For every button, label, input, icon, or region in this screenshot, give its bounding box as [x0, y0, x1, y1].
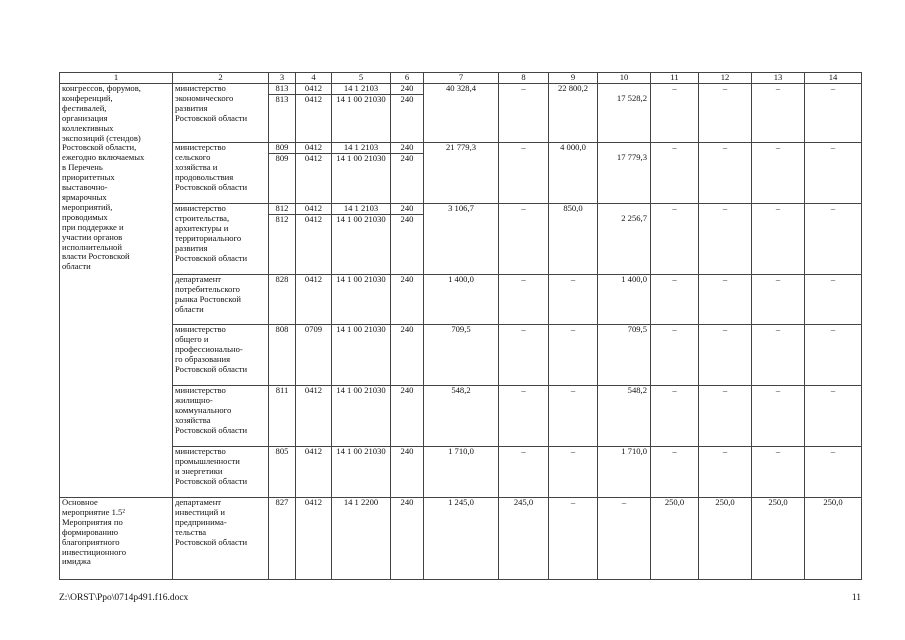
executor-line: инвестиций и — [175, 506, 225, 517]
vr-cell — [391, 204, 424, 275]
event-name-line: формированию — [62, 526, 119, 537]
year-value: – — [549, 325, 598, 386]
column-number: 10 — [598, 73, 651, 84]
rzpr-code: 0709 — [296, 325, 332, 386]
executor-line: Ростовской области — [175, 475, 248, 486]
column-number-row — [60, 73, 862, 84]
rzpr-code: 0412 — [296, 386, 332, 447]
rzpr-code: 0412 — [296, 153, 331, 164]
year-value: – — [699, 204, 752, 275]
vr-cell — [391, 143, 424, 204]
vr-code: 240 — [391, 386, 424, 447]
grbs-code: 827 — [269, 498, 296, 580]
year-value: 250,0 — [752, 498, 805, 580]
csr-cell — [332, 204, 391, 275]
executor-cell — [173, 204, 269, 275]
year-value: – — [651, 325, 699, 386]
year-value: – — [651, 84, 699, 143]
total-value: 40 328,4 — [424, 84, 499, 143]
csr-code: 14 1 00 21030 — [332, 153, 390, 164]
year-value: 250,0 — [699, 498, 752, 580]
executor-line: архитектуры и — [175, 222, 229, 233]
event-name-line: проводимых — [62, 211, 108, 222]
vr-code: 240 — [391, 275, 424, 325]
year-value: 245,0 — [499, 498, 549, 580]
year-value: – — [805, 447, 862, 498]
vr-code: 240 — [400, 142, 414, 152]
year-value: – — [699, 386, 752, 447]
grbs-code: 813 — [275, 83, 289, 93]
executor-cell — [173, 386, 269, 447]
year-value: – — [699, 447, 752, 498]
column-number: 11 — [651, 73, 699, 84]
year-value: 2 256,7 — [598, 204, 651, 275]
year-value: 250,0 — [805, 498, 862, 580]
year-value: – — [549, 447, 598, 498]
event-name-line: мероприятий, — [62, 201, 113, 212]
total-value: 3 106,7 — [424, 204, 499, 275]
table-row — [60, 498, 862, 580]
table-row — [60, 447, 862, 498]
column-number: 9 — [549, 73, 598, 84]
executor-line: промышленности — [175, 455, 240, 466]
column-number: 14 — [805, 73, 862, 84]
year-value: – — [499, 143, 549, 204]
grbs-cell — [269, 84, 296, 143]
year-value: – — [805, 386, 862, 447]
event-name-line: ежегодно включаемых — [62, 152, 145, 163]
rzpr-code: 0412 — [304, 203, 323, 213]
executor-line: департамент — [175, 274, 222, 284]
csr-cell — [332, 84, 391, 143]
event-name-line: мероприятие 1.5² — [62, 506, 125, 517]
executor-line: жилищно- — [175, 394, 213, 405]
executor-line: области — [175, 303, 204, 314]
event-name-line: участии органов — [62, 231, 123, 242]
csr-code: 14 1 2103 — [343, 83, 379, 93]
csr-code: 14 1 00 21030 — [332, 214, 390, 225]
column-number: 6 — [391, 73, 424, 84]
total-value: 548,2 — [424, 386, 499, 447]
executor-line: развития — [175, 102, 208, 113]
year-value: – — [499, 447, 549, 498]
executor-line: Ростовской области — [175, 536, 248, 547]
column-number: 4 — [296, 73, 332, 84]
page-number: 11 — [851, 593, 861, 603]
year-value: – — [651, 386, 699, 447]
executor-line: министерство — [175, 203, 226, 213]
event-name-line: Ростовской области, — [62, 142, 137, 153]
event-name-line: приоритетных — [62, 172, 115, 183]
year-value: – — [499, 275, 549, 325]
column-number: 5 — [332, 73, 391, 84]
column-number: 13 — [752, 73, 805, 84]
event-name-line: области — [62, 261, 91, 272]
grbs-code: 812 — [269, 214, 295, 225]
total-value: 21 779,3 — [424, 143, 499, 204]
event-name-line: организация — [62, 112, 108, 123]
vr-code: 240 — [391, 153, 423, 164]
event-name-line: экспозиций (стендов) — [62, 132, 141, 143]
year-value: 17 779,3 — [598, 143, 651, 204]
executor-line: общего и — [175, 333, 209, 344]
csr-code: 14 1 2200 — [332, 498, 391, 580]
csr-code: 14 1 00 21030 — [332, 325, 391, 386]
grbs-code: 828 — [269, 275, 296, 325]
executor-line: Ростовской области — [175, 424, 248, 435]
event-name-line: коллективных — [62, 122, 114, 133]
year-value: 548,2 — [598, 386, 651, 447]
executor-line: профессионально- — [175, 343, 243, 354]
csr-code: 14 1 00 21030 — [332, 386, 391, 447]
year-value: – — [651, 143, 699, 204]
year-value: 17 528,2 — [598, 84, 651, 143]
total-value: 1 710,0 — [424, 447, 499, 498]
vr-code: 240 — [391, 94, 423, 105]
executor-line: развития — [175, 242, 208, 253]
event-name-cell — [60, 84, 173, 498]
executor-line: территориального — [175, 232, 242, 243]
event-name-line: благоприятного — [62, 536, 120, 547]
grbs-code: 809 — [275, 142, 289, 152]
executor-cell — [173, 447, 269, 498]
column-number: 3 — [269, 73, 296, 84]
rzpr-code: 0412 — [296, 275, 332, 325]
year-value: – — [752, 143, 805, 204]
executor-line: сельского — [175, 151, 211, 162]
vr-code: 240 — [400, 83, 414, 93]
grbs-cell — [269, 143, 296, 204]
executor-cell — [173, 498, 269, 580]
column-number: 12 — [699, 73, 752, 84]
csr-code: 14 1 00 21030 — [332, 94, 390, 105]
budget-table — [59, 72, 862, 580]
year-value: – — [651, 204, 699, 275]
table-row — [60, 325, 862, 386]
column-number: 7 — [424, 73, 499, 84]
total-value: 1 245,0 — [424, 498, 499, 580]
year-value: 4 000,0 — [549, 143, 598, 204]
executor-line: Ростовской области — [175, 181, 248, 192]
grbs-cell — [269, 204, 296, 275]
vr-code: 240 — [391, 325, 424, 386]
year-value: – — [805, 204, 862, 275]
rzpr-code: 0412 — [296, 447, 332, 498]
year-value: – — [805, 84, 862, 143]
total-value: 1 400,0 — [424, 275, 499, 325]
vr-code: 240 — [400, 203, 414, 213]
year-value: – — [598, 498, 651, 580]
year-value: – — [499, 84, 549, 143]
rzpr-code: 0412 — [296, 214, 331, 225]
rzpr-code: 0412 — [304, 142, 323, 152]
csr-code: 14 1 2103 — [343, 142, 379, 152]
event-name-line: ярмарочных — [62, 191, 107, 202]
file-path: Z:\ORST\Ppo\0714p491.f16.docx — [59, 593, 189, 603]
executor-line: Ростовской области — [175, 252, 248, 263]
grbs-code: 809 — [269, 153, 295, 164]
event-name-line: исполнительной — [62, 241, 122, 252]
year-value: – — [499, 204, 549, 275]
year-value: – — [699, 84, 752, 143]
executor-line: го образования — [175, 353, 231, 364]
year-value: – — [752, 447, 805, 498]
executor-line: министерство — [175, 446, 226, 456]
year-value: – — [549, 498, 598, 580]
rzpr-cell — [296, 84, 332, 143]
grbs-code: 808 — [269, 325, 296, 386]
executor-line: министерство — [175, 385, 226, 395]
executor-line: министерство — [175, 142, 226, 152]
executor-line: потребительского — [175, 283, 240, 294]
executor-cell — [173, 325, 269, 386]
rzpr-cell — [296, 143, 332, 204]
year-value: – — [499, 325, 549, 386]
year-value: – — [752, 275, 805, 325]
year-value: – — [805, 275, 862, 325]
vr-cell — [391, 84, 424, 143]
year-value: 1 400,0 — [598, 275, 651, 325]
executor-line: коммунального — [175, 404, 232, 415]
executor-line: строительства, — [175, 212, 230, 223]
vr-code: 240 — [391, 214, 423, 225]
csr-code: 14 1 00 21030 — [332, 447, 391, 498]
year-value: – — [699, 143, 752, 204]
year-value: 22 800,2 — [549, 84, 598, 143]
event-name-line: при поддержке и — [62, 221, 124, 232]
event-name-line: Мероприятия по — [62, 516, 123, 527]
grbs-code: 812 — [275, 203, 289, 213]
executor-line: рынка Ростовской — [175, 293, 241, 304]
grbs-code: 805 — [269, 447, 296, 498]
year-value: – — [699, 275, 752, 325]
year-value: – — [752, 84, 805, 143]
executor-cell — [173, 143, 269, 204]
column-number: 2 — [173, 73, 269, 84]
executor-line: хозяйства и — [175, 161, 218, 172]
event-name-line: власти Ростовской — [62, 251, 130, 262]
event-name-line: выставочно- — [62, 182, 108, 193]
executor-line: Ростовской области — [175, 112, 248, 123]
executor-line: экономического — [175, 92, 234, 103]
year-value: – — [752, 386, 805, 447]
executor-line: тельства — [175, 526, 207, 537]
year-value: 850,0 — [549, 204, 598, 275]
event-name-line: инвестиционного — [62, 546, 126, 557]
executor-cell — [173, 275, 269, 325]
event-name-line: конгрессов, форумов, — [62, 83, 141, 93]
event-name-line: фестивалей, — [62, 102, 107, 113]
vr-code: 240 — [391, 447, 424, 498]
year-value: – — [499, 386, 549, 447]
event-name-cell — [60, 498, 173, 580]
executor-line: и энергетики — [175, 465, 223, 476]
executor-line: департамент — [175, 497, 222, 507]
table-row — [60, 386, 862, 447]
csr-cell — [332, 143, 391, 204]
event-name-line: Основное — [62, 497, 98, 507]
rzpr-cell — [296, 204, 332, 275]
executor-cell — [173, 84, 269, 143]
executor-line: продовольствия — [175, 171, 234, 182]
executor-line: Ростовской области — [175, 363, 248, 374]
grbs-code: 811 — [269, 386, 296, 447]
rzpr-code: 0412 — [304, 83, 323, 93]
event-name-line: конференций, — [62, 92, 113, 103]
column-number: 1 — [60, 73, 173, 84]
total-value: 709,5 — [424, 325, 499, 386]
column-number: 8 — [499, 73, 549, 84]
table-row — [60, 143, 862, 204]
table-row — [60, 275, 862, 325]
event-name-line: в Перечень — [62, 162, 103, 173]
year-value: – — [699, 325, 752, 386]
table-row — [60, 204, 862, 275]
year-value: – — [651, 447, 699, 498]
year-value: – — [651, 275, 699, 325]
grbs-code: 813 — [269, 94, 295, 105]
year-value: 250,0 — [651, 498, 699, 580]
executor-line: хозяйства — [175, 414, 211, 425]
year-value: – — [805, 143, 862, 204]
year-value: – — [752, 204, 805, 275]
executor-line: предпринима- — [175, 516, 227, 527]
year-value: – — [752, 325, 805, 386]
executor-line: министерство — [175, 324, 226, 334]
year-value: 709,5 — [598, 325, 651, 386]
csr-code: 14 1 2103 — [343, 203, 379, 213]
vr-code: 240 — [391, 498, 424, 580]
year-value: – — [805, 325, 862, 386]
year-value: 1 710,0 — [598, 447, 651, 498]
rzpr-code: 0412 — [296, 498, 332, 580]
year-value: – — [549, 386, 598, 447]
executor-line: министерство — [175, 83, 226, 93]
event-name-line: имиджа — [62, 556, 91, 567]
rzpr-code: 0412 — [296, 94, 331, 105]
csr-code: 14 1 00 21030 — [332, 275, 391, 325]
year-value: – — [549, 275, 598, 325]
table-row — [60, 84, 862, 143]
